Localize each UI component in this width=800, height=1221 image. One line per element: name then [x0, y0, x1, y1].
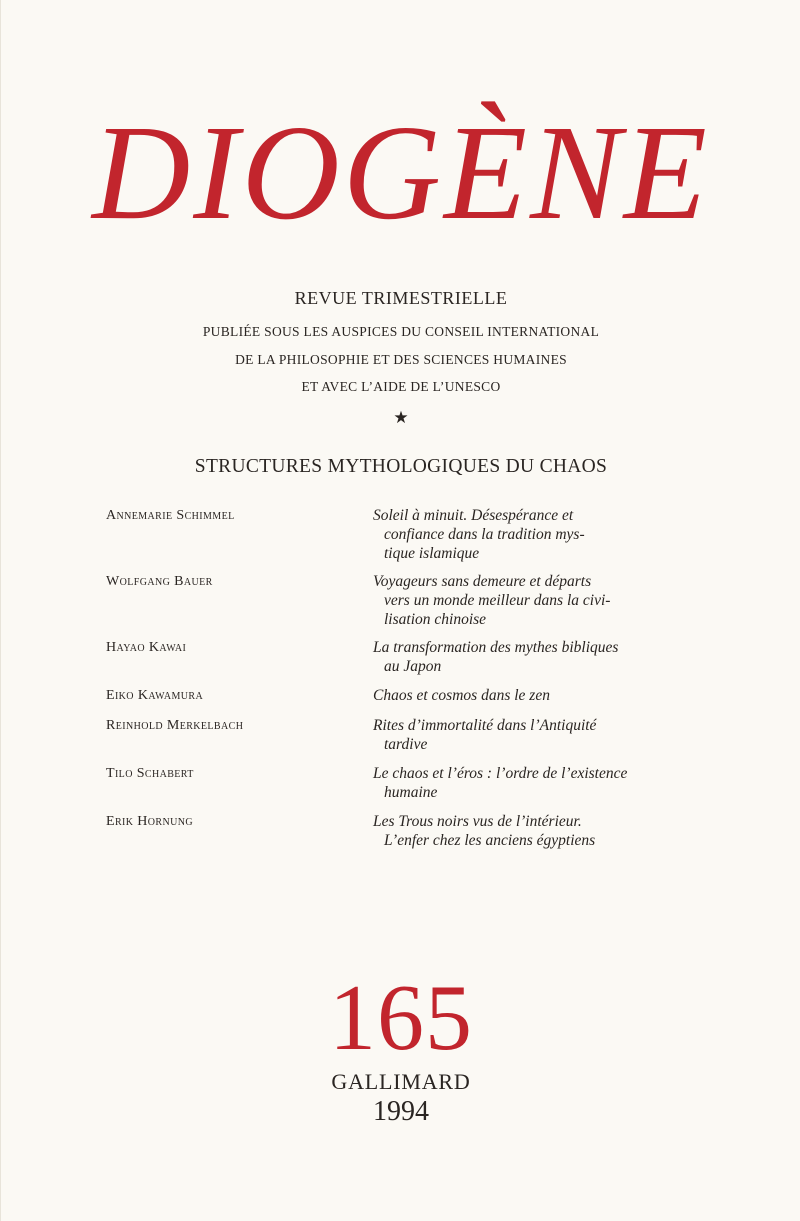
- article-title-line: Le chaos et l’éros : l’ordre de l’existence: [373, 765, 628, 782]
- article-title-line: Rites d’immortalité dans l’Antiquité: [373, 717, 597, 734]
- author-name: Tilo Schabert: [106, 766, 194, 781]
- author-name: Annemarie Schimmel: [106, 508, 235, 523]
- journal-title: DIOGÈNE: [92, 98, 710, 248]
- article-title-line: tardive: [384, 736, 428, 753]
- article-title-line: lisation chinoise: [384, 611, 487, 628]
- article-title: [373, 572, 685, 629]
- article-title-line: Voyageurs sans demeure et départs: [373, 573, 592, 590]
- article-title-line: Soleil à minuit. Désespérance et: [373, 507, 574, 524]
- article-title: [373, 686, 685, 705]
- author-name: Reinhold Merkelbach: [106, 718, 244, 733]
- article-title: [373, 764, 685, 802]
- author-name: Erik Hornung: [106, 814, 193, 829]
- article-title-line: vers un monde meilleur dans la civi-: [384, 592, 611, 609]
- issue-number: 165: [329, 966, 473, 1070]
- article-title-line: L’enfer chez les anciens égyptiens: [384, 832, 596, 849]
- author-name: Wolfgang Bauer: [106, 574, 213, 589]
- sponsorship-line-1: PUBLIÉE SOUS LES AUSPICES DU CONSEIL INTERNATIONAL: [202, 324, 600, 339]
- author-name: Hayao Kawai: [106, 640, 187, 655]
- issue-theme: STRUCTURES MYTHOLOGIQUES DU CHAOS: [194, 456, 608, 477]
- publisher-name: GALLIMARD: [331, 1069, 471, 1094]
- journal-subtitle: REVUE TRIMESTRIELLE: [294, 288, 508, 308]
- article-title: [373, 716, 685, 754]
- article-title-line: Chaos et cosmos dans le zen: [373, 687, 550, 704]
- sponsorship-line-3: ET AVEC L’AIDE DE L’UNESCO: [301, 379, 501, 394]
- article-title-line: confiance dans la tradition mys-: [384, 526, 585, 543]
- article-title-line: Les Trous noirs vus de l’intérieur.: [373, 813, 582, 830]
- article-title: [373, 638, 685, 676]
- article-title-line: humaine: [384, 784, 438, 801]
- sponsorship-line-2: DE LA PHILOSOPHIE ET DES SCIENCES HUMAINES: [235, 352, 567, 367]
- article-title: [373, 506, 685, 563]
- author-name: Eiko Kawamura: [106, 688, 204, 703]
- publication-year: 1994: [373, 1096, 429, 1127]
- article-title: [373, 812, 685, 850]
- star-ornament-icon: ★: [393, 408, 409, 427]
- article-title-line: au Japon: [384, 658, 442, 675]
- article-title-line: tique islamique: [384, 545, 480, 562]
- article-title-line: La transformation des mythes bibliques: [373, 639, 619, 656]
